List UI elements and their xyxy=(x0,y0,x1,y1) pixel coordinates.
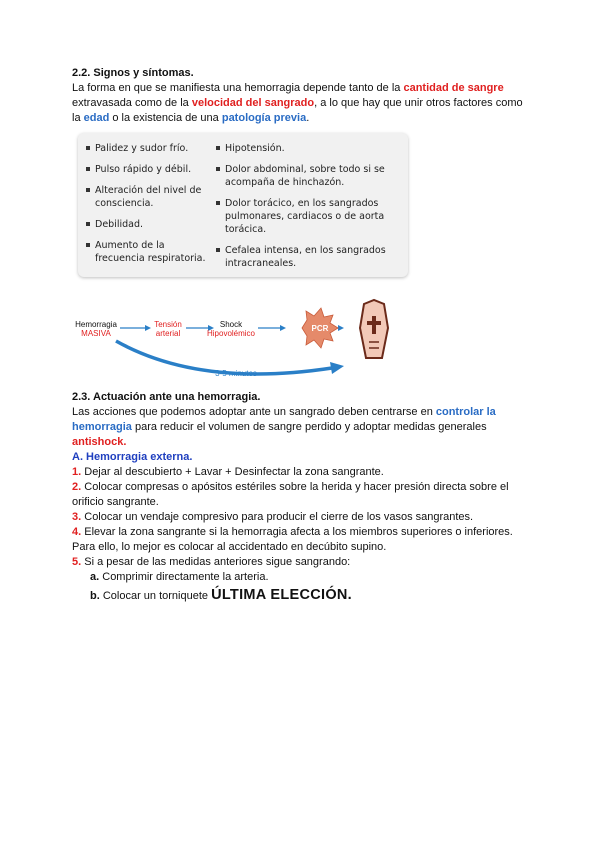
step-label-red: Hipovolémico xyxy=(206,329,256,338)
step-label: Tensión xyxy=(154,320,182,329)
text: o la existencia de una xyxy=(109,112,222,124)
item-text: Colocar un vendaje compresivo para producir el cierre de los vasos sangrantes. xyxy=(81,511,474,523)
step-label: arterial xyxy=(155,329,181,338)
step-hemorragia xyxy=(72,320,120,338)
item-number: 5. xyxy=(72,556,82,568)
sublist-item-b xyxy=(72,588,532,604)
symptom-item: Dolor abdominal, sobre todo si se acompaña de hinchazón. xyxy=(216,163,406,189)
hemorrhage-flow-diagram xyxy=(70,296,410,386)
sub-letter: b. xyxy=(90,590,100,602)
sub-text: Comprimir directamente la arteria. xyxy=(99,571,269,583)
step-tension xyxy=(150,320,186,338)
list-item xyxy=(72,480,532,510)
symptom-item: Aumento de la frecuencia respiratoria. xyxy=(86,239,214,265)
step-shock xyxy=(204,320,258,338)
list-item xyxy=(72,465,532,480)
text: . xyxy=(306,112,310,124)
section-heading: 2.2. Signos y síntomas. xyxy=(72,67,194,79)
symptoms-left-column xyxy=(86,142,214,273)
item-number: 3. xyxy=(72,511,82,523)
item-text: Elevar la zona sangrante si la hemorragia afecta a los miembros superiores o inferiores. Para ello, lo mejor es colocar al accidentado en decúbito supino. xyxy=(72,526,513,553)
section-actions xyxy=(72,390,532,604)
arrow-head xyxy=(338,325,344,331)
sublist-item-a xyxy=(72,570,532,585)
section-heading: 2.3. Actuación ante una hemorragia. xyxy=(72,391,261,403)
time-arrow-head xyxy=(330,362,344,374)
intro-paragraph xyxy=(72,81,532,126)
actions-paragraph xyxy=(72,405,532,450)
symptoms-box xyxy=(78,133,408,277)
highlight-controlar: controlar la hemorragia xyxy=(72,406,496,433)
item-text: Si a pesar de las medidas anteriores sigue sangrando: xyxy=(81,556,351,568)
symptom-item: Hipotensión. xyxy=(216,142,406,155)
symptom-item: Cefalea intensa, en los sangrados intracraneales. xyxy=(216,244,406,270)
sub-text: Colocar un torniquete xyxy=(99,590,212,602)
symptom-item: Dolor torácico, en los sangrados pulmonares, cardiacos o de aorta torácica. xyxy=(216,197,406,236)
pcr-label: PCR xyxy=(311,324,329,333)
arrow-head xyxy=(280,325,286,331)
text: extravasada como de la xyxy=(72,97,192,109)
symptom-item: Palidez y sudor frío. xyxy=(86,142,214,155)
symptom-item: Debilidad. xyxy=(86,218,214,231)
item-text: Colocar compresas o apósitos estériles sobre la herida y hacer presión directa sobre el orificio sangrante. xyxy=(72,481,509,508)
time-label: 3-5 minutos xyxy=(215,369,257,378)
step-label-red: MASIVA xyxy=(81,329,111,338)
list-item xyxy=(72,510,532,525)
item-number: 2. xyxy=(72,481,82,493)
step-label: Hemorragia xyxy=(75,320,117,329)
symptom-item: Alteración del nivel de consciencia. xyxy=(86,184,214,210)
text: para reducir el volumen de sangre perdido y adoptar medidas generales xyxy=(131,421,487,433)
text: Las acciones que podemos adoptar ante un sangrado deben centrarse en xyxy=(72,406,436,418)
text: , a lo que hay que unir otros factores como la xyxy=(72,97,523,124)
section-signs xyxy=(72,66,532,126)
step-label: Shock xyxy=(219,320,243,329)
highlight-velocidad: velocidad del sangrado xyxy=(191,97,315,109)
highlight-cantidad: cantidad de sangre xyxy=(403,82,504,94)
highlight-antishock: antishock. xyxy=(72,436,127,448)
list-item xyxy=(72,525,532,555)
sub-letter: a. xyxy=(90,571,100,583)
highlight-edad: edad xyxy=(83,112,110,124)
item-text: Dejar al descubierto + Lavar + Desinfectar la zona sangrante. xyxy=(81,466,384,478)
symptom-item: Pulso rápido y débil. xyxy=(86,163,214,176)
symptoms-right-column xyxy=(216,142,406,278)
emphasis-ultima-eleccion: ÚLTIMA ELECCIÓN. xyxy=(211,587,353,603)
highlight-patologia: patología previa xyxy=(221,112,307,124)
subheading-external: A. Hemorragia externa. xyxy=(72,451,193,463)
cross-icon xyxy=(367,321,381,325)
text: La forma en que se manifiesta una hemorragia depende tanto de la xyxy=(72,82,404,94)
item-number: 1. xyxy=(72,466,82,478)
list-item xyxy=(72,555,532,570)
item-number: 4. xyxy=(72,526,82,538)
